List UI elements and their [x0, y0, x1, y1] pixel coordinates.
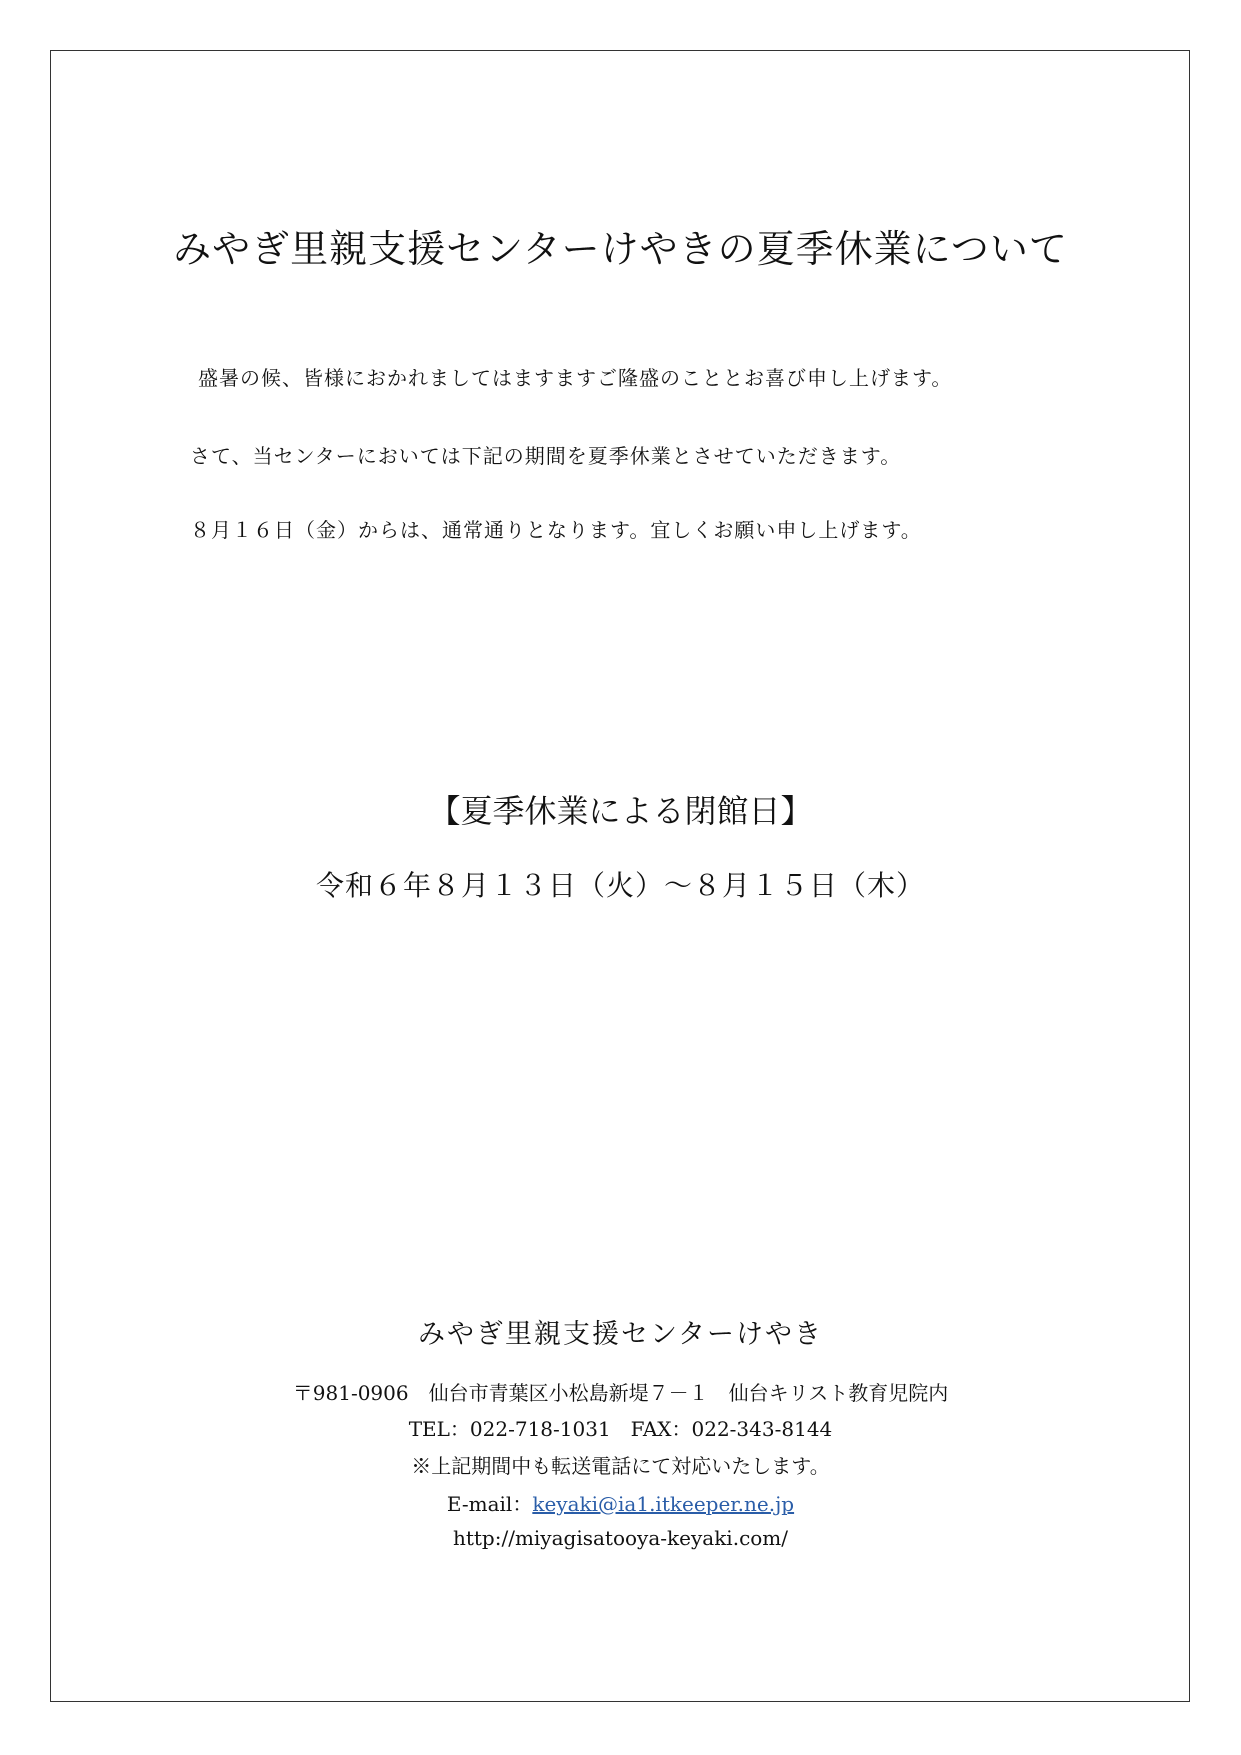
closed-days-heading: 【夏季休業による閉館日】	[428, 792, 813, 830]
closed-days-dates: 令和６年８月１３日（火）～８月１５日（木）	[315, 869, 925, 902]
greeting-paragraph: 盛暑の候、皆様におかれましてはますますご隆盛のこととお喜び申し上げます。	[198, 366, 953, 390]
email-line	[0, 1488, 1241, 1517]
email-label: E-mail：	[446, 1492, 533, 1516]
postal-address: 〒981-0906 仙台市青葉区小松島新堤７－１ 仙台キリスト教育児院内	[292, 1381, 949, 1405]
notice-title: みやぎ里親支援センターけやきの夏季休業について	[173, 227, 1068, 271]
forwarding-note: ※上記期間中も転送電話にて対応いたします。	[411, 1454, 830, 1478]
resume-paragraph: ８月１６日（金）からは、通常通りとなります。宜しくお願い申し上げます。	[190, 518, 922, 542]
website-url: http://miyagisatooya-keyaki.com/	[452, 1526, 789, 1550]
phone-fax: TEL：022-718-1031 FAX：022-343-8144	[408, 1417, 833, 1441]
announcement-paragraph: さて、当センターにおいては下記の期間を夏季休業とさせていただきます。	[190, 444, 902, 468]
organization-name: みやぎ里親支援センターけやき	[418, 1319, 823, 1350]
email-link[interactable]: keyaki@ia1.itkeeper.ne.jp	[532, 1492, 795, 1516]
